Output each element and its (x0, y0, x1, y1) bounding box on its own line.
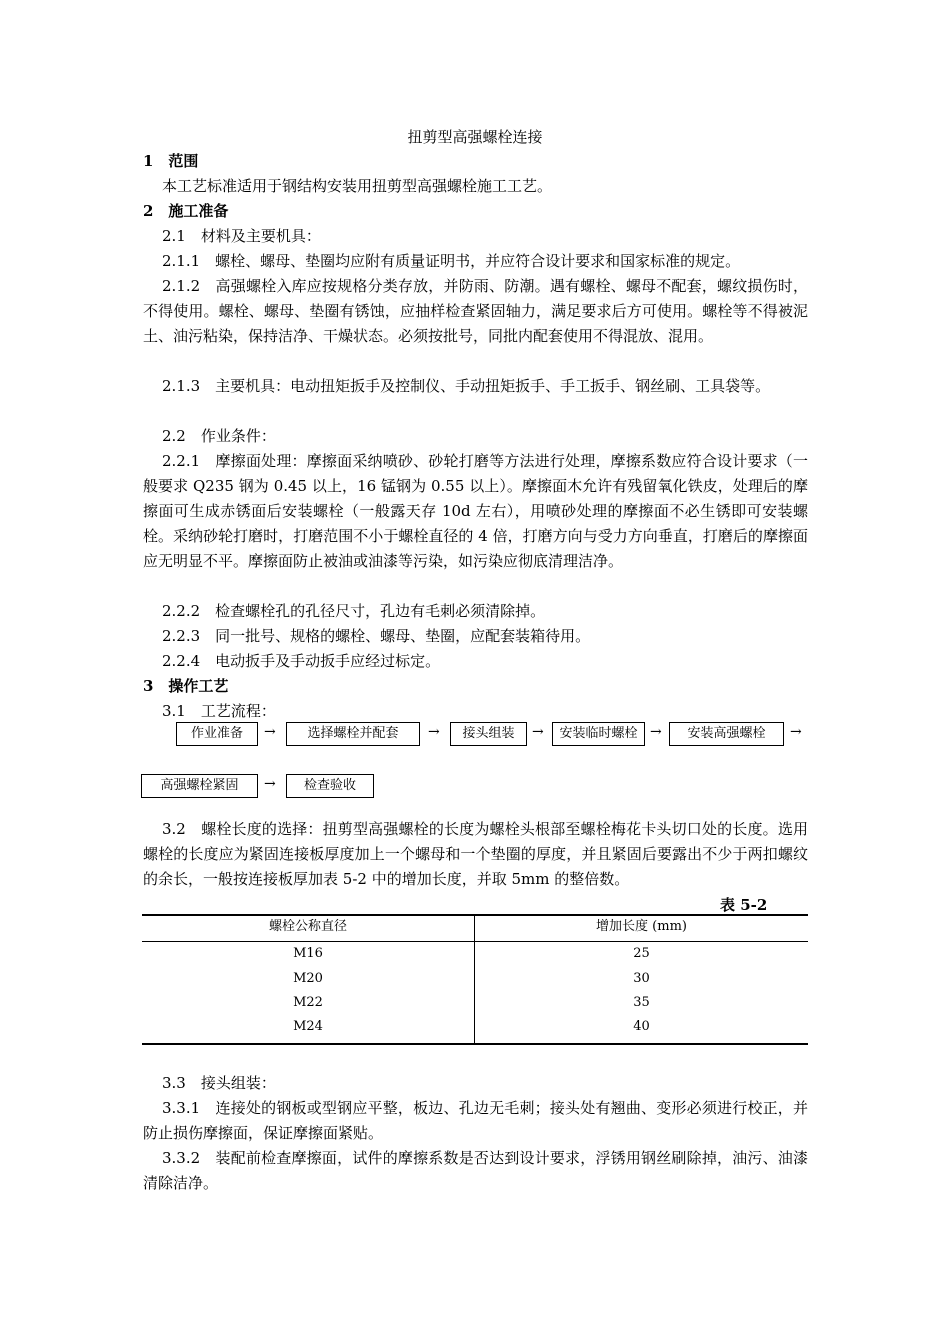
section-2-2-4: 2.2.4 电动扳手及手动扳手应经过标定。 (162, 652, 441, 670)
flow-step-temp-bolts: 安装临时螺栓 (552, 722, 645, 746)
document-title: 扭剪型高强螺栓连接 (407, 128, 543, 146)
flow-step-tighten: 高强螺栓紧固 (141, 774, 258, 798)
flow-step-install-hs-bolts: 安装高强螺栓 (669, 722, 784, 746)
flow-arrow: → (264, 776, 276, 792)
section-1-heading: 1 范围 (143, 152, 199, 170)
flow-step-joint-assembly: 接头组装 (450, 722, 527, 746)
table-header-extra-length: 增加长度 (mm) (596, 919, 687, 934)
section-3-1: 3.1 工艺流程： (162, 702, 276, 720)
section-1-text: 本工艺标准适用于钢结构安装用扭剪型高强螺栓施工工艺。 (162, 177, 553, 195)
section-2-1-3: 2.1.3 主要机具：电动扭矩扳手及控制仪、手动扭矩扳手、手工扳手、钢丝刷、工具袋等。 (162, 377, 771, 395)
table-top-rule (142, 914, 808, 916)
flow-arrow: → (428, 724, 440, 740)
flow-arrow: → (532, 724, 544, 740)
section-3-3-1: 3.3.1 连接处的钢板或型钢应平整，板边、孔边无毛刺；接头处有翘曲、变形必须进行校正，并防止损伤摩擦面，保证摩擦面紧贴。 (143, 1099, 808, 1142)
flow-arrow: → (264, 724, 276, 740)
table-header-rule (142, 941, 808, 942)
section-2-2-1: 2.2.1 摩擦面处理：摩擦面采纳喷砂、砂轮打磨等方法进行处理，摩擦系数应符合设计要求（一般要求 Q235 钢为 0.45 以上，16 锰钢为 0.55 以上）。摩擦面木允许有残留氧化铁皮，处理后的摩擦面可生成赤锈面后安装螺栓（一般露天存 10d 左右），用喷砂处理的摩擦面不必生锈即可安装螺栓。采纳砂轮打磨时，打磨范围不小于螺栓直径的 4 倍，打磨方向与受力方向垂直，打磨后的摩擦面应无明显不平。摩擦面防止被油或油漆等污染，如污染应彻底清理洁净。 (143, 452, 808, 570)
section-3-2: 3.2 螺栓长度的选择：扭剪型高强螺栓的长度为螺栓头根部至螺栓梅花卡头切口处的长度。选用螺栓的长度应为紧固连接板厚度加上一个螺母和一个垫圈的厚度，并且紧固后要露出不少于两扣螺纹的余长，一般按连接板厚加表 5-2 中的增加长度，并取 5mm 的整倍数。 (143, 820, 808, 888)
table-cell: M16 (293, 946, 323, 961)
table-cell: 35 (633, 995, 650, 1010)
flow-step-inspect: 检查验收 (286, 774, 374, 798)
section-3-heading: 3 操作工艺 (143, 677, 229, 695)
section-2-2: 2.2 作业条件： (162, 427, 276, 445)
flow-arrow: → (790, 724, 802, 740)
section-2-heading: 2 施工准备 (143, 202, 229, 220)
section-2-2-3: 2.2.3 同一批号、规格的螺栓、螺母、垫圈，应配套装箱待用。 (162, 627, 591, 645)
table-cell: 30 (633, 971, 650, 986)
flow-step-select-bolts: 选择螺栓并配套 (286, 722, 420, 746)
section-2-2-2: 2.2.2 检查螺栓孔的孔径尺寸，孔边有毛刺必须清除掉。 (162, 602, 546, 620)
table-cell: 25 (633, 946, 650, 961)
section-3-3: 3.3 接头组装： (162, 1074, 276, 1092)
table-cell: M24 (293, 1019, 323, 1034)
table-cell: 40 (633, 1019, 650, 1034)
table-bottom-rule (142, 1043, 808, 1045)
table-header-diameter: 螺栓公称直径 (268, 919, 347, 934)
table-caption: 表 5-2 (720, 896, 768, 914)
section-2-1-2: 2.1.2 高强螺栓入库应按规格分类存放，并防雨、防潮。遇有螺栓、螺母不配套，螺纹损伤时，不得使用。螺栓、螺母、垫圈有锈蚀，应抽样检查紧固轴力，满足要求后方可使用。螺栓等不得被泥土、油污粘染，保持洁净、干燥状态。必须按批号，同批内配套使用不得混放、混用。 (143, 277, 808, 345)
section-2-1-1: 2.1.1 螺栓、螺母、垫圈均应附有质量证明书，并应符合设计要求和国家标准的规定。 (162, 252, 741, 270)
section-2-1: 2.1 材料及主要机具： (162, 227, 321, 245)
table-cell: M20 (293, 971, 323, 986)
table-cell: M22 (293, 995, 323, 1010)
flow-arrow: → (650, 724, 662, 740)
section-3-3-2: 3.3.2 装配前检查摩擦面，试件的摩擦系数是否达到设计要求，浮锈用钢丝刷除掉，油污、油漆清除洁净。 (143, 1149, 808, 1192)
flow-step-prepare: 作业准备 (176, 722, 258, 746)
